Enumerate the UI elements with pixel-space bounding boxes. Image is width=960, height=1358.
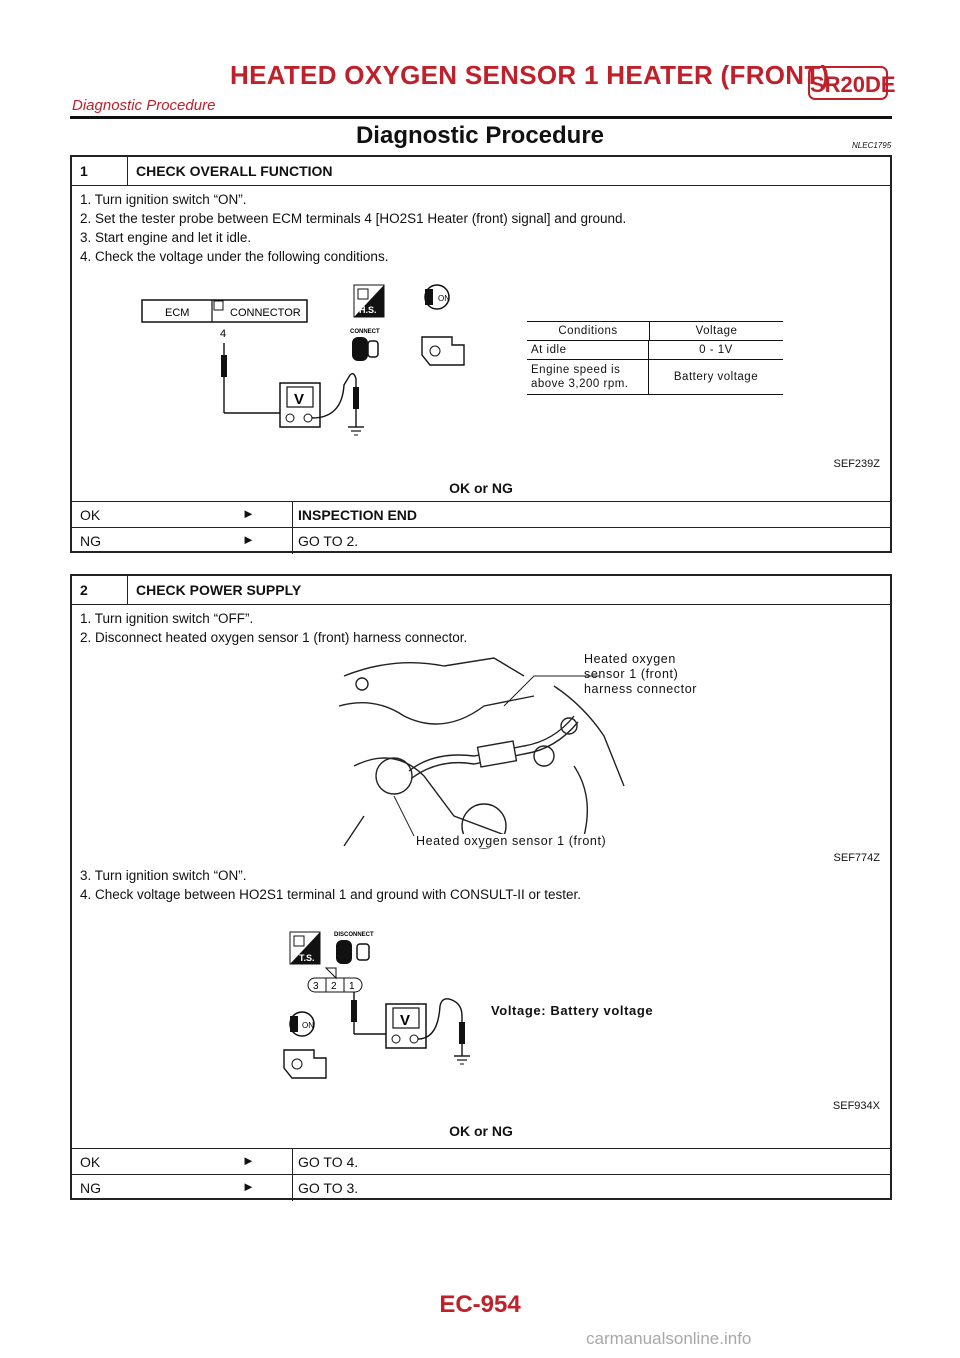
connector-callout [584, 652, 697, 697]
callout-line: Heated oxygen [584, 652, 676, 666]
svg-text:H.S.: H.S. [359, 305, 377, 315]
instruction-line: 3. Turn ignition switch “ON”. [80, 868, 247, 883]
result-value: GO TO 3. [298, 1180, 359, 1196]
hs-icon [354, 285, 384, 317]
ok-or-ng-label: OK or NG [449, 1123, 513, 1139]
svg-text:T.S.: T.S. [299, 953, 315, 963]
instruction-line: 3. Start engine and let it idle. [80, 230, 252, 245]
ecm-label: ECM [165, 307, 190, 319]
section-title: Diagnostic Procedure [355, 122, 605, 149]
conditions-table-header [527, 322, 783, 341]
engine-icon [284, 1050, 326, 1078]
pin-label: 2 [331, 981, 337, 992]
engine-icon [422, 337, 464, 365]
table-header-voltage: Voltage [695, 325, 738, 337]
step-1-title: CHECK OVERALL FUNCTION [136, 163, 333, 179]
table-cell: At idle [527, 341, 649, 359]
pin-label: 1 [349, 981, 355, 992]
table-cell: 0 - 1V [699, 344, 733, 356]
step-2-instructions-b [80, 866, 581, 904]
connect-label: CONNECT [350, 329, 380, 335]
connector-plug-icon [352, 337, 378, 361]
pin-label: 3 [313, 981, 319, 992]
arrow-icon: ► [242, 1153, 255, 1168]
result-row-ng [72, 1174, 890, 1201]
engine-badge: SR20DE [808, 66, 888, 100]
voltmeter-label: V [294, 391, 305, 408]
arrow-icon: ► [242, 1179, 255, 1194]
watermark: carmanualsonline.info [586, 1329, 752, 1348]
table-row [527, 360, 783, 394]
figure-code: SEF774Z [833, 852, 880, 864]
sensor-callout: Heated oxygen sensor 1 (front) [416, 834, 607, 848]
step-1-instructions [80, 190, 626, 266]
ignition-key-icon [425, 285, 450, 309]
ho2s1-voltage-diagram [262, 926, 512, 1096]
result-row-ok [72, 1148, 890, 1175]
header-rule [70, 116, 892, 119]
figure-code: SEF934X [832, 1100, 880, 1112]
table-header-conditions: Conditions [527, 322, 650, 340]
result-row-ok [72, 501, 890, 528]
svg-text:ON: ON [302, 1021, 314, 1030]
result-key: OK [80, 507, 101, 523]
ts-icon [290, 932, 320, 964]
step-1-header [72, 157, 890, 186]
page-header-title: HEATED OXYGEN SENSOR 1 HEATER (FRONT) [230, 60, 830, 90]
connector-label: CONNECTOR [230, 307, 301, 319]
conditions-table [527, 321, 783, 395]
table-row [527, 341, 783, 360]
voltage-caption: Voltage: Battery voltage [491, 1003, 654, 1018]
result-key: OK [80, 1154, 101, 1170]
page-number: EC-954 [439, 1291, 521, 1318]
table-cell: Battery voltage [673, 371, 759, 383]
voltmeter-label: V [400, 1012, 411, 1029]
table-cell: Engine speed is above 3,200 rpm. [527, 360, 649, 394]
disconnect-label: DISCONNECT [334, 932, 374, 938]
arrow-icon: ► [242, 506, 255, 521]
ecm-voltage-diagram [132, 275, 552, 445]
disconnector-plug-icon [336, 940, 369, 964]
result-row-ng [72, 527, 890, 554]
terminal-label: 4 [220, 328, 227, 340]
result-value: INSPECTION END [298, 507, 418, 523]
instruction-line: 1. Turn ignition switch “ON”. [80, 192, 247, 207]
arrow-icon: ► [242, 532, 255, 547]
instruction-line: 1. Turn ignition switch “OFF”. [80, 611, 254, 626]
connector-pins [308, 968, 362, 992]
section-code: NLEC1795 [852, 141, 892, 150]
step-2-title: CHECK POWER SUPPLY [136, 582, 302, 598]
step-2-instructions-a [80, 609, 467, 647]
step-2-number: 2 [72, 576, 128, 604]
ok-or-ng-label: OK or NG [449, 480, 513, 496]
instruction-line: 4. Check voltage between HO2S1 terminal 1 and ground with CONSULT-II or tester. [80, 887, 581, 902]
instruction-line: 2. Disconnect heated oxygen sensor 1 (front) harness connector. [80, 630, 468, 645]
result-value: GO TO 4. [298, 1154, 359, 1170]
ignition-key-icon [290, 1012, 314, 1036]
page-header-subtitle: Diagnostic Procedure [72, 97, 216, 114]
step-1-number: 1 [72, 157, 128, 185]
result-key: NG [80, 1180, 101, 1196]
callout-line: harness connector [584, 682, 698, 696]
step-2-header [72, 576, 890, 605]
instruction-line: 4. Check the voltage under the following conditions. [80, 249, 389, 264]
step-1-box [70, 155, 892, 553]
result-value: GO TO 2. [298, 533, 359, 549]
svg-text:ON: ON [438, 294, 450, 303]
step-2-box [70, 574, 892, 1200]
result-key: NG [80, 533, 101, 549]
instruction-line: 2. Set the tester probe between ECM terminals 4 [HO2S1 Heater (front) signal] and ground. [80, 211, 627, 226]
callout-line: sensor 1 (front) [584, 667, 679, 681]
figure-code: SEF239Z [833, 458, 880, 470]
